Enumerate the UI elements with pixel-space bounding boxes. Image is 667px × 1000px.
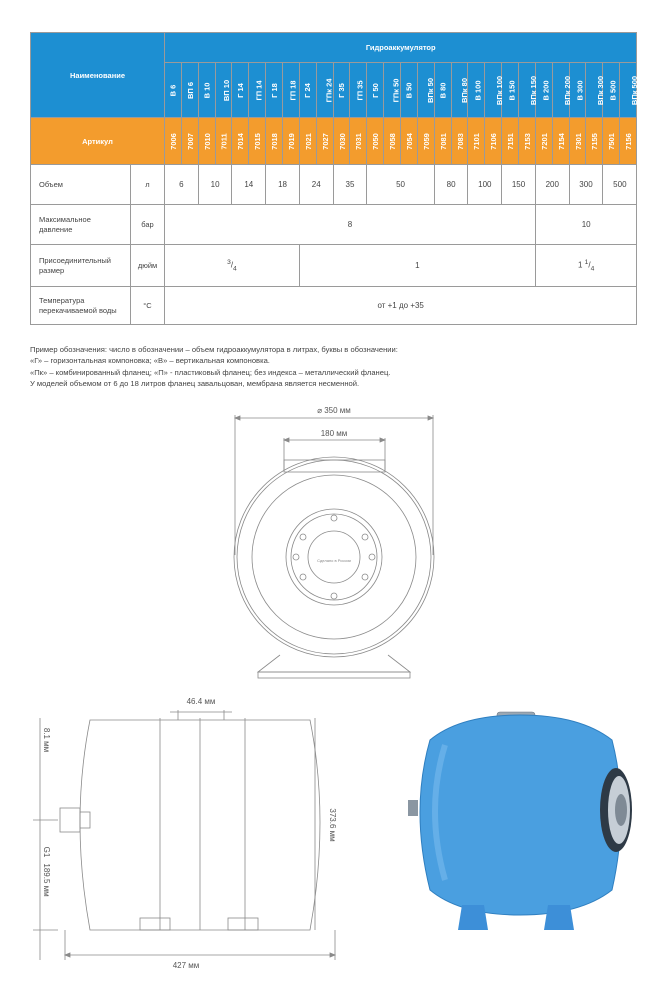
flange-logo-text: Сделано в России xyxy=(317,558,351,563)
volume-unit: л xyxy=(131,165,165,205)
fraction-numerator: 1 xyxy=(584,258,589,266)
article-number: 7301 xyxy=(573,132,583,150)
model-name: В 300 xyxy=(575,79,585,101)
model-name: ВПк 50 xyxy=(425,77,435,103)
model-name: ГПк 24 xyxy=(324,78,334,102)
model-name: Г 24 xyxy=(303,82,313,98)
article-number: 7081 xyxy=(438,132,448,150)
article-number: 7153 xyxy=(522,132,532,150)
model-name: ВПк 500 xyxy=(630,75,640,105)
article-number: 7006 xyxy=(168,132,178,150)
group-header: Гидроаккумулятор xyxy=(165,33,637,63)
model-name: ВПк 100 xyxy=(495,75,505,105)
article-number: 7058 xyxy=(388,132,398,150)
article-label: Артикул xyxy=(31,118,165,165)
model-name: ГП 35 xyxy=(355,79,365,101)
tank-product-image xyxy=(408,712,632,930)
volume-value: 24 xyxy=(299,165,333,205)
article-number: 7021 xyxy=(303,132,313,150)
fraction-denominator: 4 xyxy=(590,265,595,273)
article-number: 7050 xyxy=(371,132,381,150)
article-number: 7154 xyxy=(556,132,566,150)
note-line: Пример обозначения: число в обозначении – объем гидроаккумулятора в литрах, буквы в обозначении: xyxy=(30,345,398,354)
name-header: Наименование xyxy=(31,33,165,118)
article-number: 7156 xyxy=(624,132,634,150)
volume-value: 14 xyxy=(232,165,266,205)
article-number: 7010 xyxy=(202,132,212,150)
model-name: ВПк 80 xyxy=(459,77,469,103)
model-name: Г 50 xyxy=(370,82,380,98)
temperature-value: от +1 до +35 xyxy=(165,287,637,325)
model-name: ВПк 300 xyxy=(596,75,606,105)
pressure-unit: бар xyxy=(131,205,165,245)
volume-value: 6 xyxy=(165,165,199,205)
connection-integer: 1 xyxy=(577,260,583,270)
connection-value-1: 1 xyxy=(299,245,535,287)
model-name: ГПк 50 xyxy=(391,78,401,102)
model-name: В 6 xyxy=(168,84,178,96)
dim-top: 46.4 мм xyxy=(186,697,216,706)
article-number: 7106 xyxy=(489,132,499,150)
model-name: ВП 10 xyxy=(221,79,231,101)
volume-value: 200 xyxy=(535,165,569,205)
article-number: 7015 xyxy=(253,132,263,150)
article-number: 7059 xyxy=(421,132,431,150)
fraction-denominator: 4 xyxy=(233,265,237,273)
article-number: 7014 xyxy=(236,132,246,150)
dim-length: 427 мм xyxy=(172,961,200,970)
fraction-numerator: 3 xyxy=(227,258,231,266)
model-name: В 50 xyxy=(404,82,414,98)
model-name: Г 14 xyxy=(235,82,245,98)
article-number: 7011 xyxy=(219,132,229,150)
pressure-label-line: давление xyxy=(39,224,73,234)
model-name: В 500 xyxy=(608,79,618,101)
model-name: ГП 18 xyxy=(288,79,298,101)
temperature-label-line: Температура xyxy=(39,296,85,306)
article-number: 7501 xyxy=(607,132,617,150)
note-line: «Пк» – комбинированный фланец; «П» - пластиковый фланец; без индекса – металлический фланец. xyxy=(30,367,391,377)
volume-value: 80 xyxy=(434,165,468,205)
article-number: 7030 xyxy=(337,132,347,150)
front-view-drawing xyxy=(234,415,434,678)
volume-value: 500 xyxy=(603,165,637,205)
connection-unit: дюйм xyxy=(131,245,165,287)
article-number: 7083 xyxy=(455,132,465,150)
connection-label-line: размер xyxy=(39,265,65,275)
connection-value-1-1-4: 1 $^1/_4$ xyxy=(535,245,636,287)
connection-label-line: Присоединительный xyxy=(39,256,111,266)
temperature-label-line: перекачиваемой воды xyxy=(39,305,117,315)
article-number: 7054 xyxy=(404,132,414,150)
model-name: В 100 xyxy=(473,79,483,101)
model-name: ГП 14 xyxy=(254,79,264,101)
article-number: 7007 xyxy=(185,132,195,150)
volume-value: 100 xyxy=(468,165,502,205)
article-number: 7151 xyxy=(506,132,516,150)
dim-feet-spacing: 180 мм xyxy=(320,429,348,438)
dim-inlet-height: 189.5 мм xyxy=(42,863,51,897)
pressure-value: 10 xyxy=(535,205,636,245)
article-number: 7201 xyxy=(539,132,549,150)
pressure-label-line: Максимальное xyxy=(39,215,91,225)
model-name: В 150 xyxy=(507,79,517,101)
volume-value: 35 xyxy=(333,165,367,205)
article-number: 7101 xyxy=(472,132,482,150)
volume-value: 50 xyxy=(367,165,434,205)
model-name: ВПк 200 xyxy=(562,75,572,105)
dim-g1: G1 xyxy=(42,846,51,858)
pressure-value: 8 xyxy=(165,205,536,245)
model-name: ВПк 150 xyxy=(529,75,539,105)
volume-value: 18 xyxy=(266,165,300,205)
article-number: 7031 xyxy=(354,132,364,150)
dim-diameter: ⌀ 350 мм xyxy=(317,406,351,415)
volume-label: Объем xyxy=(31,165,131,205)
model-name: В 200 xyxy=(541,79,551,101)
article-number: 7018 xyxy=(270,132,279,150)
article-number: 7027 xyxy=(320,132,330,150)
model-name: Г 35 xyxy=(337,82,347,98)
model-name: В 80 xyxy=(438,82,448,98)
article-number: 7019 xyxy=(286,132,296,150)
article-number: 7155 xyxy=(590,132,600,150)
note-line: «Г» – горизонтальная компоновка; «В» – вертикальная компоновка. xyxy=(30,356,270,366)
model-name: В 10 xyxy=(202,82,212,98)
dim-left-top: 8.1 мм xyxy=(42,727,51,753)
connection-value-3-4: $^3/_4$ xyxy=(165,245,300,287)
model-name: ВП 6 xyxy=(185,81,195,99)
volume-value: 10 xyxy=(198,165,232,205)
dim-height: 373.6 мм xyxy=(328,808,337,842)
model-name: Г 18 xyxy=(269,82,279,98)
temperature-unit: °C xyxy=(131,287,165,325)
volume-value: 150 xyxy=(502,165,536,205)
note-line: У моделей объемом от 6 до 18 литров фланец завальцован, мембрана является несменной. xyxy=(30,379,360,389)
side-view-drawing xyxy=(33,710,335,960)
volume-value: 300 xyxy=(569,165,603,205)
